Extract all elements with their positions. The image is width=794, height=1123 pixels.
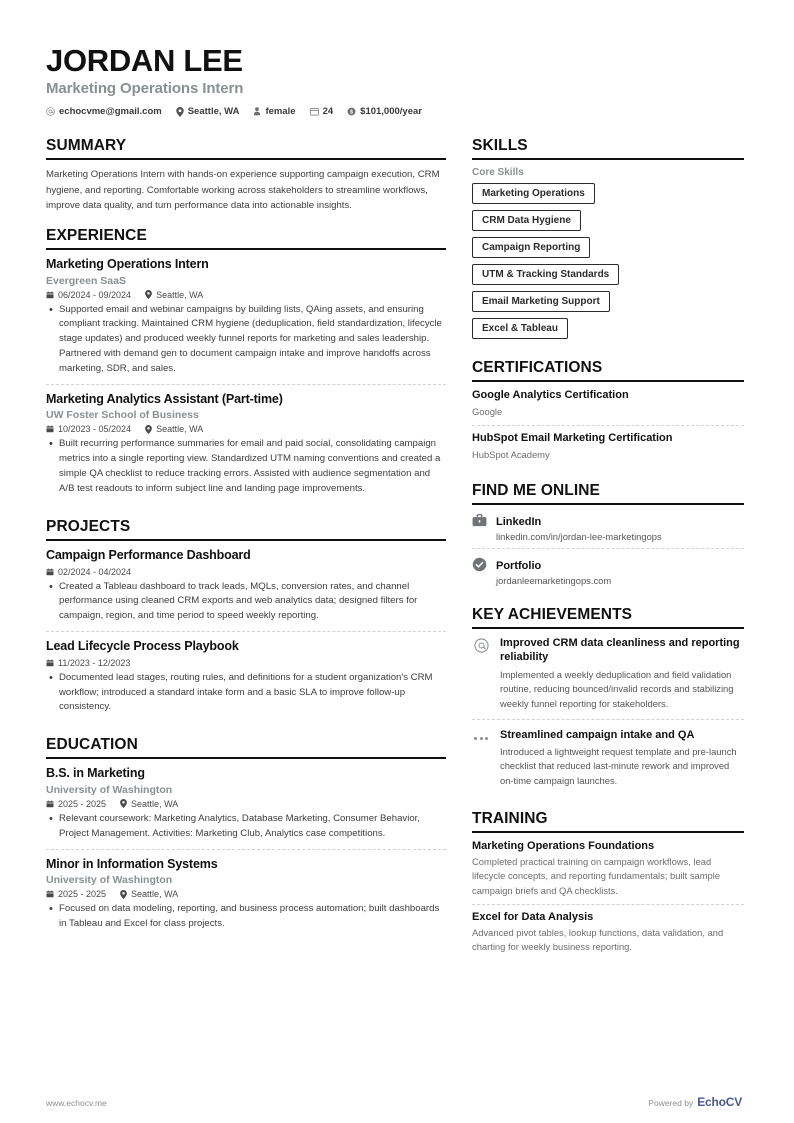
contact-salary-value: $101,000/year — [360, 106, 422, 118]
person-icon — [253, 107, 261, 117]
calendar-icon — [46, 425, 54, 433]
email-icon — [46, 107, 55, 116]
training-title: Excel for Data Analysis — [472, 910, 594, 923]
summary-text: Marketing Operations Intern with hands-on experience supporting campaign execution, CRM hygiene, and reporting. Comfortable working across stakeholders to streamline workflows, improve data quality, and turn performance data into actionable insights. — [46, 169, 440, 211]
section-heading-experience: EXPERIENCE — [46, 227, 446, 250]
page-footer — [46, 1095, 742, 1109]
education-item — [46, 766, 446, 848]
online-link-url[interactable]: jordanleemarketingops.com — [496, 575, 612, 587]
project-dates-value: 11/2023 - 12/2023 — [58, 657, 131, 668]
contact-location — [176, 106, 240, 117]
briefcase-icon — [472, 513, 487, 528]
calendar-icon — [46, 890, 54, 898]
project-bullet: • Documented lead stages, routing rules, and definitions for a student organization's CRM workflow; introduced a standard intake form and a basic SLA to improve follow-up consistency. — [59, 671, 446, 716]
education-dates — [46, 889, 106, 899]
project-bullets — [46, 580, 446, 625]
training-item — [472, 904, 744, 961]
certification-issuer: HubSpot Academy — [472, 449, 550, 461]
calendar-icon — [310, 107, 319, 116]
experience-location-value: Seattle, WA — [156, 289, 204, 300]
section-heading-summary: SUMMARY — [46, 137, 446, 160]
experience-dates-value: 06/2024 - 09/2024 — [58, 289, 132, 300]
experience-bullets — [46, 437, 446, 496]
achievement-desc: Implemented a weekly deduplication and field validation routine, reducing bounced/invalid records and stabilizing weekly funnel reporting for stakeholders. — [500, 668, 734, 709]
project-dates — [46, 658, 130, 668]
experience-org: Evergreen SaaS — [46, 274, 126, 287]
training-title: Marketing Operations Foundations — [472, 839, 655, 852]
skill-pill[interactable]: Campaign Reporting — [472, 237, 590, 258]
education-school: University of Washington — [46, 874, 173, 887]
education-item — [46, 849, 446, 939]
location-pin-icon — [120, 890, 127, 899]
candidate-job-title: Marketing Operations Intern — [46, 80, 244, 98]
experience-item — [46, 257, 446, 384]
contact-gender — [253, 106, 295, 117]
ellipsis-icon — [472, 730, 490, 740]
achievement-title: Improved CRM data cleanliness and reporting reliability — [500, 637, 740, 664]
experience-meta — [46, 424, 446, 434]
project-dates-value: 02/2024 - 04/2024 — [58, 566, 132, 577]
calendar-icon — [46, 568, 54, 576]
online-link-item[interactable] — [472, 512, 744, 548]
section-skills — [472, 137, 744, 345]
resume-header — [46, 44, 742, 117]
education-bullets — [46, 812, 446, 842]
project-dates — [46, 567, 131, 577]
education-location — [120, 889, 178, 899]
section-find-me-online — [472, 482, 744, 592]
section-heading-certifications: CERTIFICATIONS — [472, 359, 744, 382]
achievement-title: Streamlined campaign intake and QA — [500, 728, 695, 741]
contact-bar — [46, 106, 742, 117]
skill-pill[interactable]: UTM & Tracking Standards — [472, 264, 619, 285]
project-bullets — [46, 671, 446, 716]
location-pin-icon — [145, 290, 152, 299]
experience-item — [46, 384, 446, 504]
experience-title: Marketing Analytics Assistant (Part-time) — [46, 391, 283, 406]
project-item — [46, 631, 446, 722]
section-training — [472, 810, 744, 961]
education-meta — [46, 799, 446, 809]
online-link-label: LinkedIn — [496, 516, 542, 529]
achievement-item — [472, 719, 744, 796]
contact-age-value: 24 — [322, 106, 334, 118]
certification-issuer: Google — [472, 406, 503, 418]
certification-item — [472, 389, 744, 425]
education-dates-value: 2025 - 2025 — [58, 889, 107, 900]
experience-bullet: • Supported email and webinar campaigns by building lists, QAing assets, and ensuring compliant tracking. Maintained CRM hygiene (deduplication, field standardization, lifecycle stage updates) and produced weekly funnel reports for marketing and sales leadership. Partnered with demand gen to document campaign intake and improve handoffs across marketing, SDR, and sales. — [59, 303, 446, 377]
section-heading-projects: PROJECTS — [46, 518, 446, 541]
location-pin-icon — [176, 107, 184, 117]
online-link-url[interactable]: linkedin.com/in/jordan-lee-marketingops — [496, 531, 662, 543]
skills-group-label: Core Skills — [472, 167, 524, 179]
experience-location-value: Seattle, WA — [156, 424, 204, 435]
project-title: Lead Lifecycle Process Playbook — [46, 639, 239, 654]
section-projects — [46, 518, 446, 722]
section-certifications — [472, 359, 744, 468]
project-title: Campaign Performance Dashboard — [46, 547, 251, 562]
check-circle-icon — [472, 557, 487, 572]
section-experience — [46, 227, 446, 504]
experience-bullet: • Built recurring performance summaries for email and paid social, consolidating campaign metrics into a single reporting view. Standardized UTM naming conventions and created a simple QA checklist to reduce tracking errors. Assisted with audience segmentation and A/B test readouts to inform subject line and landing page improvements. — [59, 437, 446, 496]
section-heading-education: EDUCATION — [46, 736, 446, 759]
education-dates-value: 2025 - 2025 — [58, 798, 107, 809]
experience-dates — [46, 424, 131, 434]
education-degree: B.S. in Marketing — [46, 766, 145, 781]
achievement-item — [472, 636, 744, 718]
education-bullets — [46, 902, 446, 932]
education-location — [120, 799, 178, 809]
skill-pill[interactable]: Excel & Tableau — [472, 318, 568, 339]
project-meta — [46, 658, 446, 668]
certification-item — [472, 425, 744, 468]
experience-location — [145, 290, 203, 300]
education-bullet: • Focused on data modeling, reporting, and business process automation; built dashboards in Tableau and Excel for class projects. — [59, 902, 446, 932]
location-pin-icon — [145, 425, 152, 434]
calendar-icon — [46, 800, 54, 808]
experience-title: Marketing Operations Intern — [46, 256, 209, 271]
education-dates — [46, 799, 106, 809]
echocv-logo[interactable]: EchoCV — [697, 1095, 742, 1109]
experience-org: UW Foster School of Business — [46, 409, 199, 422]
skill-pill[interactable]: CRM Data Hygiene — [472, 210, 581, 231]
location-pin-icon — [120, 799, 127, 808]
contact-email-value: echocvme@gmail.com — [59, 106, 162, 118]
right-column — [472, 137, 744, 974]
svg-text:$: $ — [350, 109, 354, 116]
calendar-icon — [46, 291, 54, 299]
skill-pill[interactable]: Email Marketing Support — [472, 291, 610, 312]
certification-title: HubSpot Email Marketing Certification — [472, 432, 673, 445]
project-meta — [46, 567, 446, 577]
calendar-icon — [46, 659, 54, 667]
contact-location-value: Seattle, WA — [187, 106, 240, 118]
education-location-value: Seattle, WA — [131, 798, 179, 809]
experience-location — [145, 424, 203, 434]
training-desc: Advanced pivot tables, lookup functions, data validation, and charting for weekly business reporting. — [472, 927, 724, 953]
at-sign-icon — [472, 638, 490, 653]
footer-brand — [648, 1095, 742, 1109]
section-key-achievements — [472, 606, 744, 795]
experience-meta — [46, 290, 446, 300]
skill-pill[interactable]: Marketing Operations — [472, 183, 595, 204]
online-link-label: Portfolio — [496, 560, 542, 573]
education-meta — [46, 889, 446, 899]
education-bullet: • Relevant coursework: Marketing Analytics, Database Marketing, Consumer Behavior, Project Management. Activities: Marketing Club, Analytics case competitions. — [59, 812, 446, 842]
education-location-value: Seattle, WA — [131, 889, 179, 900]
contact-email — [46, 106, 162, 117]
candidate-name: JORDAN LEE — [46, 43, 243, 78]
section-education — [46, 736, 446, 939]
experience-bullets — [46, 303, 446, 377]
section-summary — [46, 137, 446, 212]
experience-dates — [46, 290, 131, 300]
education-school: University of Washington — [46, 783, 173, 796]
footer-site[interactable]: www.echocv.me — [46, 1098, 107, 1108]
section-heading-skills: SKILLS — [472, 137, 744, 160]
section-heading-achievements: KEY ACHIEVEMENTS — [472, 606, 744, 629]
contact-age — [310, 106, 334, 117]
experience-dates-value: 10/2023 - 05/2024 — [58, 424, 132, 435]
left-column — [46, 137, 446, 953]
project-bullet: • Created a Tableau dashboard to track leads, MQLs, conversion rates, and channel performance using cleaned CRM exports and web analytics data; designed filters for campaign, region, and time period to speed weekly reporting. — [59, 580, 446, 625]
contact-gender-value: female — [265, 106, 296, 118]
online-link-item[interactable] — [472, 548, 744, 592]
education-degree: Minor in Information Systems — [46, 856, 218, 871]
contact-salary — [347, 106, 422, 117]
section-heading-online: FIND ME ONLINE — [472, 482, 744, 505]
training-item — [472, 840, 744, 904]
project-item — [46, 548, 446, 631]
certification-title: Google Analytics Certification — [472, 389, 629, 402]
money-icon — [347, 107, 356, 116]
training-desc: Completed practical training on campaign workflows, lead lifecycle concepts, and reporting fundamentals; built sample campaign briefs and QA checklists. — [472, 856, 721, 896]
section-heading-training: TRAINING — [472, 810, 744, 833]
skill-list — [472, 183, 744, 345]
resume-body — [46, 137, 742, 974]
achievement-desc: Introduced a lightweight request template and pre-launch checklist that reduced last-minute rework and improved on-time campaign launches. — [500, 745, 737, 786]
footer-powered-by-label: Powered by — [648, 1098, 694, 1108]
